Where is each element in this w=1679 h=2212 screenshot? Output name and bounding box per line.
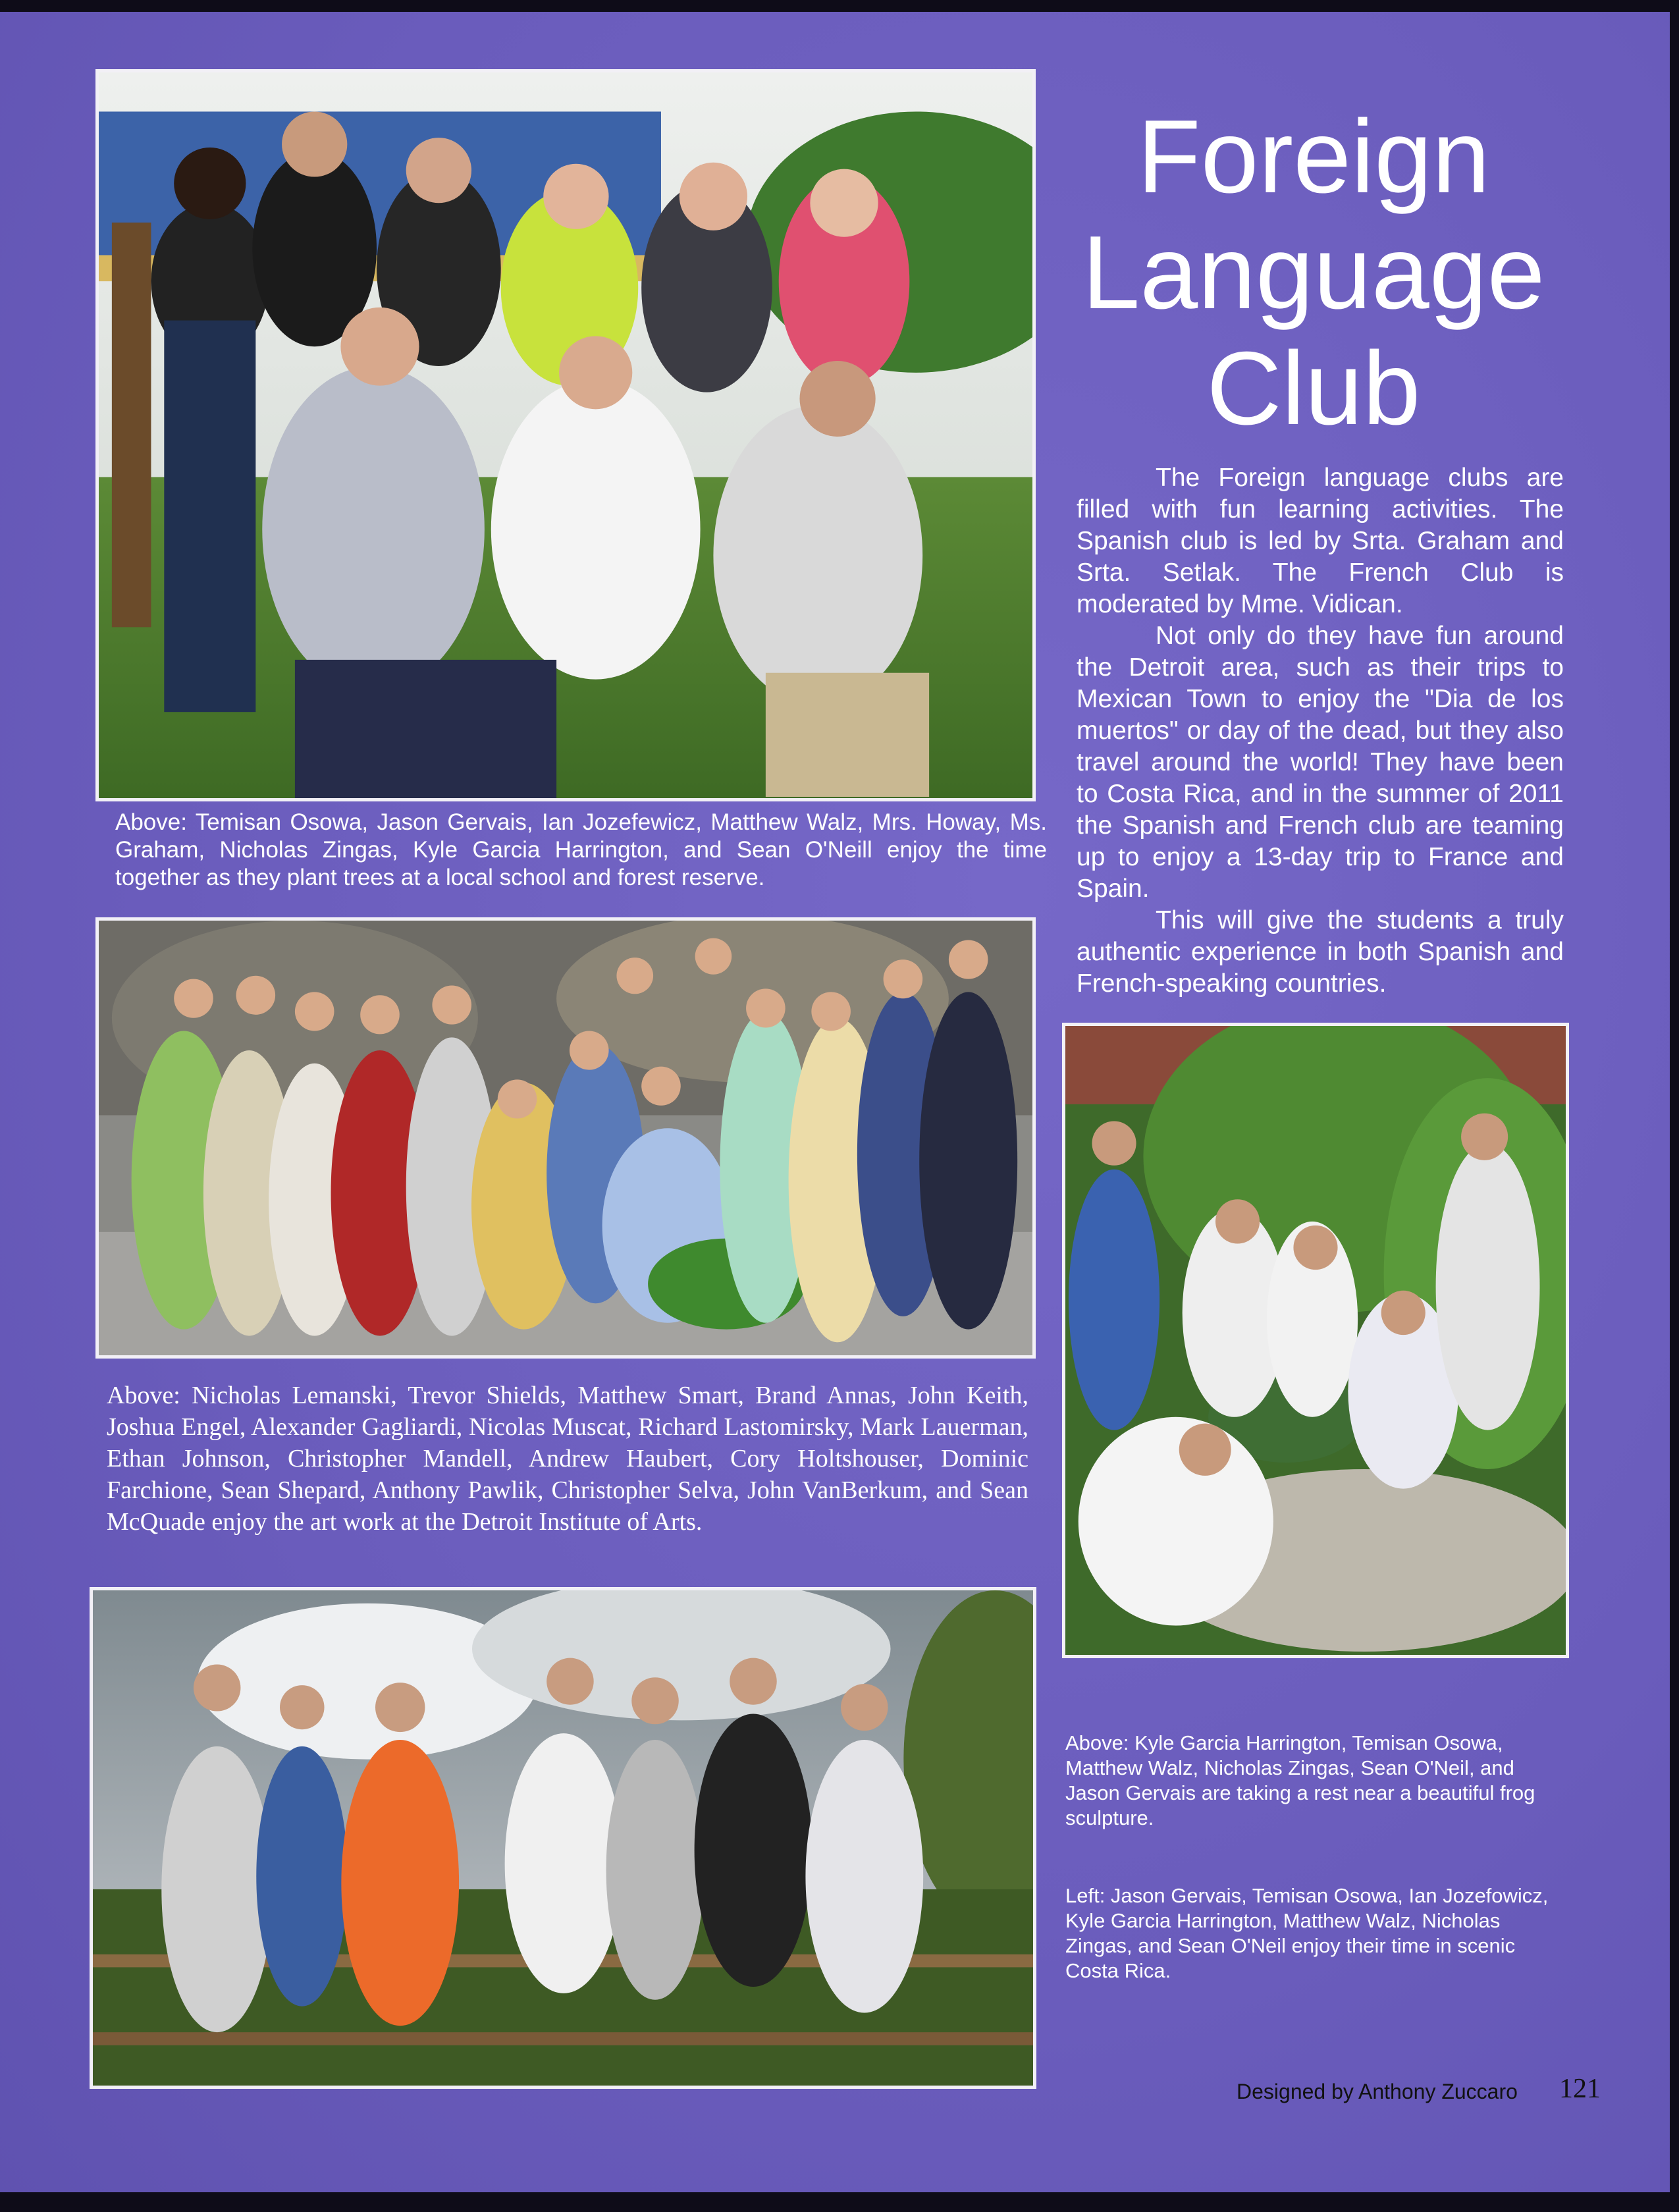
- title-line-1: Foreign: [1137, 99, 1490, 215]
- photo-costa-rica-volcano-image: [93, 1590, 1033, 2086]
- article-paragraph-2: Not only do they have fun around the Detroit area, such as their trips to Mexican Town to enjoy the "Dia de los muertos" or day of the dead, but they also travel around the world! They have been to Costa Rica, and in the summer of 2011 the Spanish and French club are teaming up to enjoy a 13-day trip to France and Spain.: [1077, 622, 1564, 903]
- caption-art-institute: Above: Nicholas Lemanski, Trevor Shields, Matthew Smart, Brand Annas, John Keith, Joshua Engel, Alexander Gagliardi, Nicolas Muscat, Richard Lastomirsky, Mark Lauerman, Ethan Johnson, Christopher Mandell, Andrew Haubert, Cory Holtshouser, Dominic Farchione, Sean Shepard, Anthony Pawlik, Christopher Selva, John VanBerkum, and Sean McQuade enjoy the art work at the Detroit Institute of Arts.: [107, 1382, 1028, 1536]
- page-number: 121: [1559, 2074, 1601, 2104]
- photo-tree-planting: [95, 69, 1036, 801]
- photo-frog-sculpture-image: [1065, 1026, 1566, 1655]
- photo-art-institute-image: [99, 921, 1032, 1355]
- title-line-2: Language: [1082, 215, 1545, 331]
- article-paragraph-3: This will give the students a truly authentic experience in both Spanish and French-speaking countries.: [1077, 906, 1564, 998]
- caption-tree-planting: Above: Temisan Osowa, Jason Gervais, Ian Jozefewicz, Matthew Walz, Mrs. Howay, Ms. Graham, Nicholas Zingas, Kyle Garcia Harrington, and Sean O'Neill enjoy the time together as they plant trees at a local school and forest reserve.: [115, 809, 1047, 890]
- designer-credit: Designed by Anthony Zuccaro: [1237, 2080, 1518, 2103]
- scan-edge-top: [0, 0, 1679, 12]
- caption-costa-rica: Left: Jason Gervais, Temisan Osowa, Ian Jozefowicz, Kyle Garcia Harrington, Matthew Walz, Nicholas Zingas, and Sean O'Neil enjoy their time in scenic Costa Rica.: [1065, 1884, 1549, 1982]
- scan-edge-bottom: [0, 2192, 1679, 2212]
- page-title: [1053, 99, 1574, 446]
- article-paragraph-1: The Foreign language clubs are filled with fun learning activities. The Spanish club is led by Srta. Graham and Srta. Setlak. The French Club is moderated by Mme. Vidican.: [1077, 464, 1564, 618]
- photo-costa-rica-volcano: [90, 1587, 1036, 2089]
- photo-art-institute: [95, 917, 1036, 1359]
- caption-frog-sculpture: Above: Kyle Garcia Harrington, Temisan Osowa, Matthew Walz, Nicholas Zingas, Sean O'Neil, and Jason Gervais are taking a rest near a beautiful frog sculpture.: [1065, 1731, 1535, 1829]
- photo-tree-planting-image: [99, 72, 1032, 798]
- title-line-3: Club: [1206, 331, 1421, 446]
- photo-frog-sculpture: [1062, 1023, 1569, 1658]
- article-body: [1077, 462, 1564, 1000]
- scan-edge-right: [1670, 0, 1679, 2212]
